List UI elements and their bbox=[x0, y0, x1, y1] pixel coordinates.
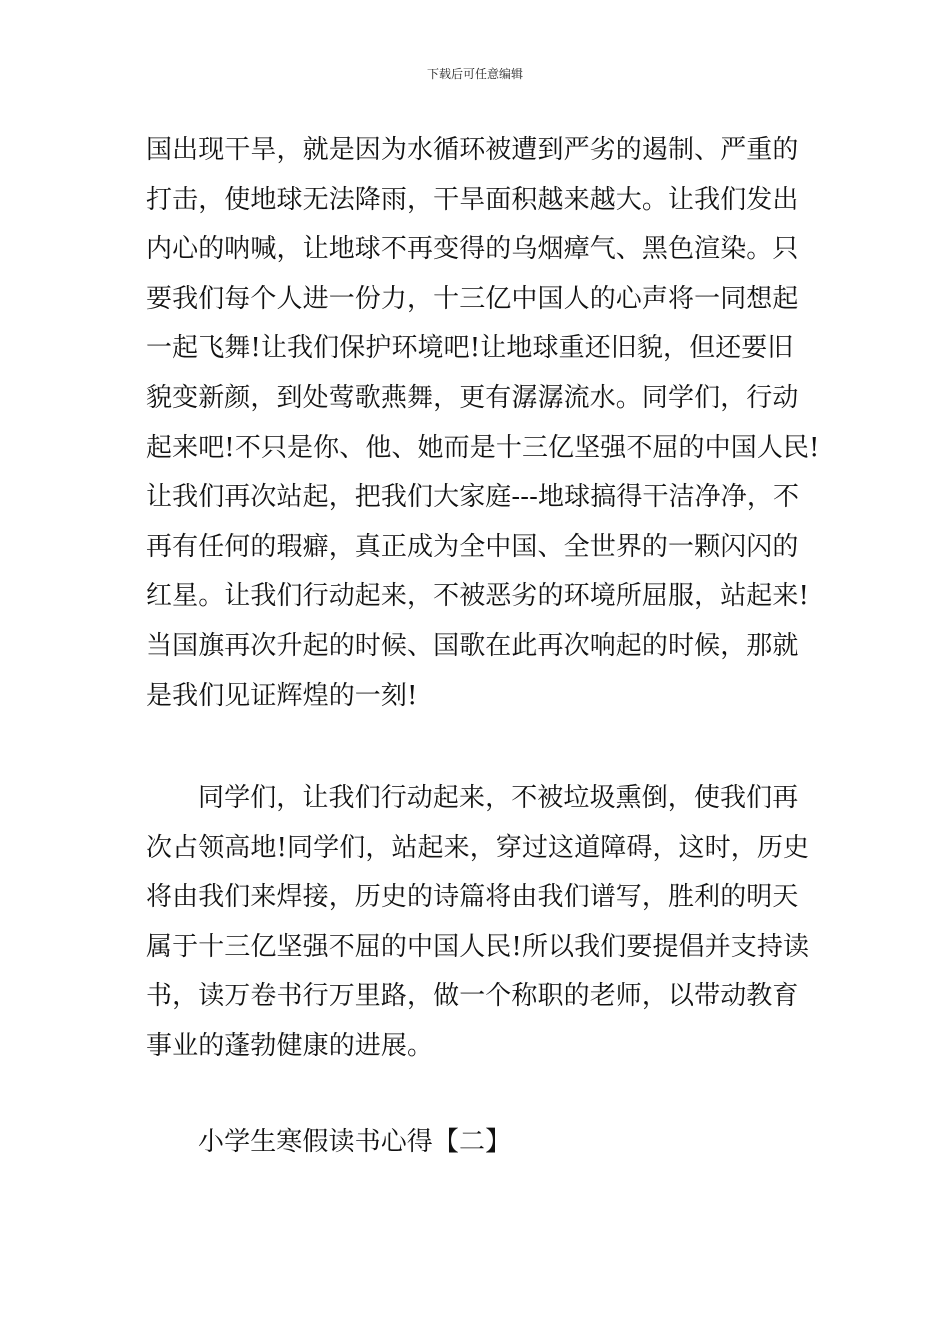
paragraph-line: 要我们每个人进一份力，十三亿中国人的心声将一同想起 bbox=[146, 283, 799, 314]
paragraph-line: 事业的蓬勃健康的进展。 bbox=[146, 1030, 434, 1061]
paragraph-line: 打击，使地球无法降雨，干旱面积越来越大。让我们发出 bbox=[146, 184, 799, 215]
page-header-note: 下载后可任意编辑 bbox=[426, 67, 523, 81]
paragraph-line: 当国旗再次升起的时候、国歌在此再次响起的时候，那就 bbox=[146, 630, 799, 661]
paragraph-line: 国出现干旱，就是因为水循环被遭到严劣的遏制、严重的 bbox=[146, 135, 799, 165]
section-heading bbox=[146, 1118, 811, 1168]
paragraph-line: 将由我们来焊接，历史的诗篇将由我们谱写，胜利的明天 bbox=[146, 882, 799, 913]
paragraph-line: 再有任何的瑕癖，真正成为全中国、全世界的一颗闪闪的 bbox=[146, 531, 799, 562]
paragraph-line: 内心的呐喊，让地球不再变得的乌烟瘴气、黑色渲染。只 bbox=[146, 234, 799, 265]
section-heading-text: 小学生寒假读书心得【二】 bbox=[198, 1127, 512, 1157]
paragraph-line: 同学们，让我们行动起来，不被垃圾熏倒，使我们再 bbox=[198, 783, 799, 813]
paragraph-continued bbox=[146, 126, 820, 721]
paragraph-line: 起来吧!不只是你、他、她而是十三亿坚强不屈的中国人民! bbox=[146, 432, 820, 463]
paragraph-second bbox=[146, 774, 811, 1072]
paragraph-line: 红星。让我们行动起来，不被恶劣的环境所屈服，站起来! bbox=[146, 581, 810, 612]
paragraph-line: 次占领高地!同学们，站起来，穿过这道障碍，这时，历史 bbox=[146, 832, 810, 863]
paragraph-line: 书，读万卷书行万里路，做一个称职的老师，以带动教育 bbox=[146, 981, 799, 1012]
paragraph-line: 一起飞舞!让我们保护环境吧!让地球重还旧貌，但还要旧 bbox=[146, 333, 794, 364]
paragraph-line: 是我们见证辉煌的一刻! bbox=[146, 680, 418, 711]
paragraph-line: 貌变新颜，到处莺歌燕舞，更有潺潺流水。同学们，行动 bbox=[146, 382, 799, 413]
paragraph-line: 让我们再次站起，把我们大家庭---地球搞得干洁净净，不 bbox=[146, 482, 800, 513]
paragraph-line: 属于十三亿坚强不屈的中国人民!所以我们要提倡并支持读 bbox=[146, 931, 810, 962]
